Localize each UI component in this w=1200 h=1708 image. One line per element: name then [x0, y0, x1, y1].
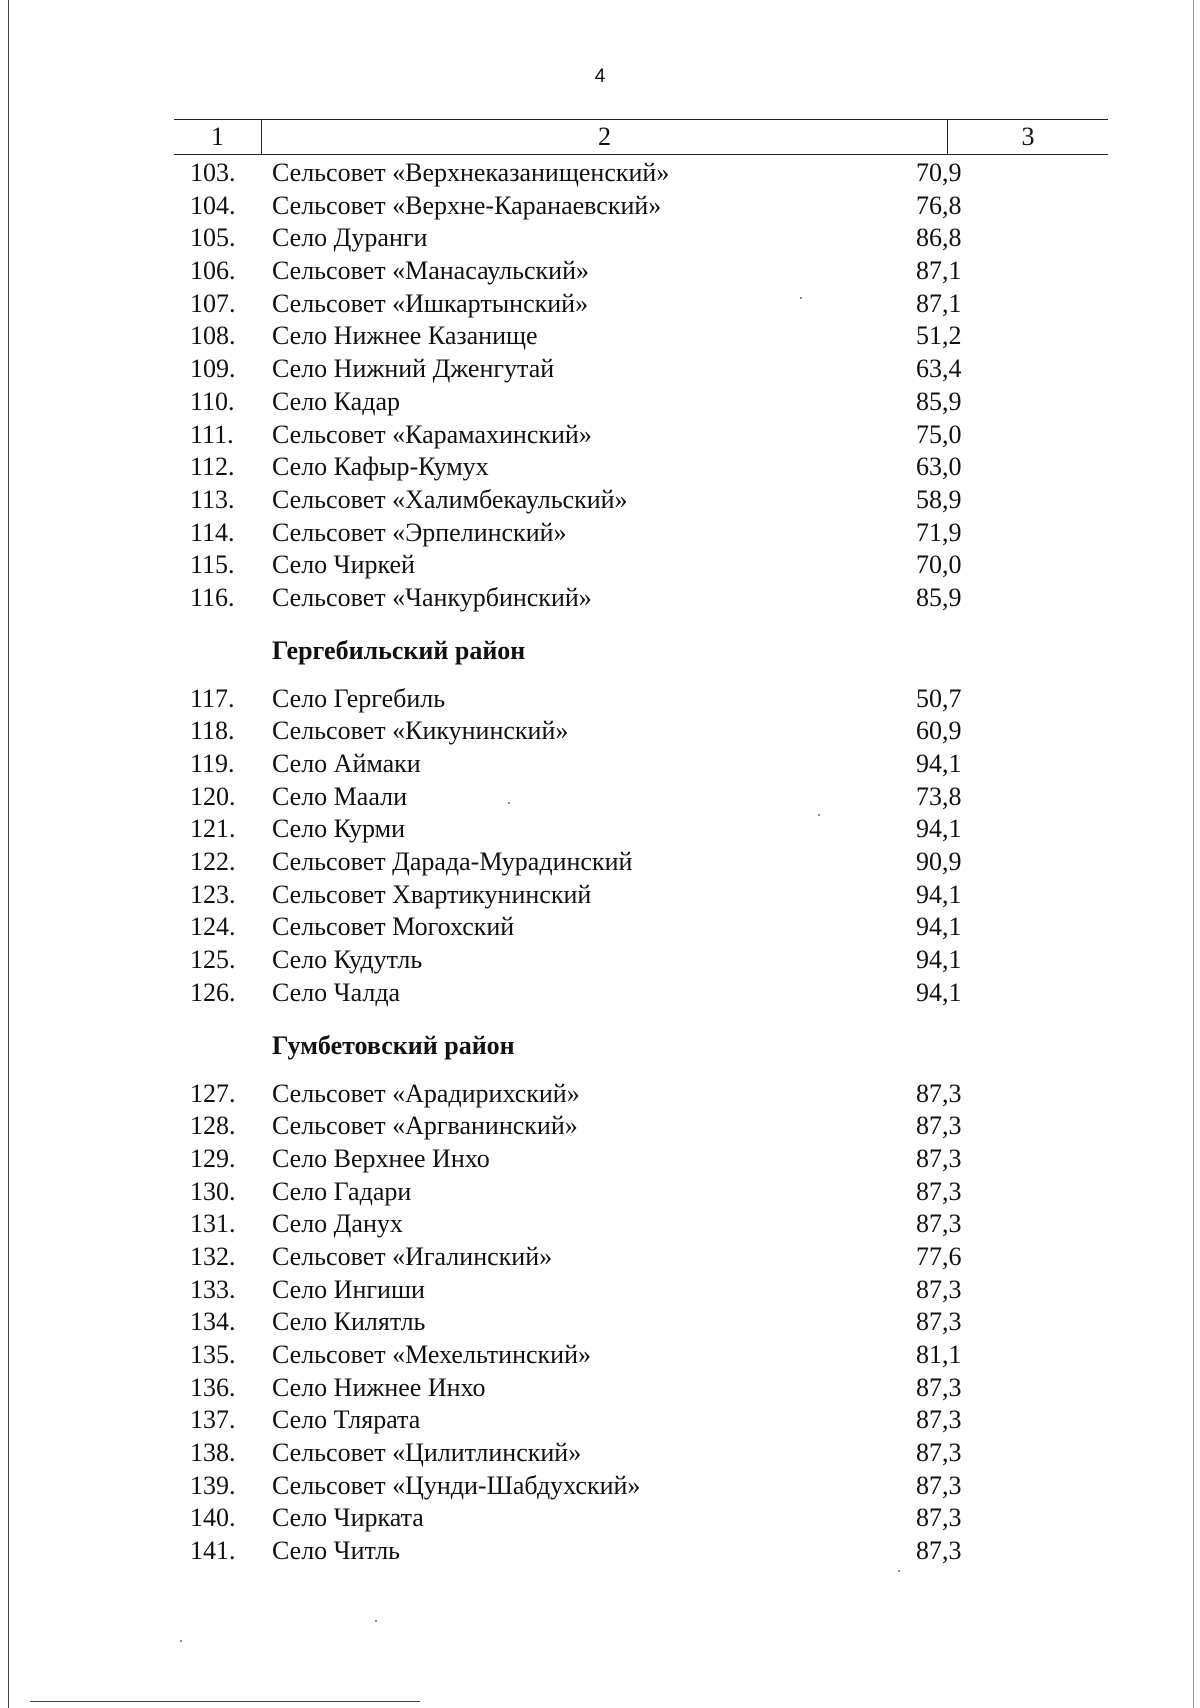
row-value: 87,3 — [916, 1274, 962, 1304]
row-value: 90,9 — [916, 847, 962, 877]
table-row — [0, 1241, 1200, 1274]
row-value: 87,3 — [916, 1536, 962, 1566]
table-row — [0, 517, 1200, 550]
column-header-1: 1 — [174, 120, 262, 154]
table-row — [0, 1372, 1200, 1405]
row-number: 116. — [190, 582, 235, 612]
row-number: 118. — [190, 716, 235, 746]
row-value: 87,3 — [916, 1372, 962, 1402]
row-name: Сельсовет Могохский — [272, 912, 515, 942]
row-value: 94,1 — [916, 749, 962, 778]
row-number: 112. — [190, 452, 235, 482]
row-name: Село Аймаки — [272, 749, 421, 778]
table-header — [174, 119, 1108, 155]
row-value: 87,3 — [916, 1307, 962, 1337]
row-number: 121. — [190, 814, 236, 844]
section-spacer — [0, 615, 1200, 633]
table-row — [0, 157, 1200, 190]
table-row — [0, 1274, 1200, 1307]
table-row — [0, 748, 1200, 781]
table-row — [0, 879, 1200, 912]
row-number: 126. — [190, 977, 236, 1007]
table-body — [0, 157, 1200, 1568]
row-number: 109. — [190, 354, 236, 384]
row-value: 81,1 — [916, 1340, 962, 1369]
row-number: 134. — [190, 1307, 236, 1337]
row-name: Село Килятль — [272, 1307, 426, 1337]
row-value: 94,1 — [916, 814, 962, 844]
table-row — [0, 1470, 1200, 1503]
section-spacer — [0, 1010, 1200, 1028]
row-number: 110. — [190, 386, 235, 416]
row-number: 125. — [190, 945, 236, 975]
row-name: Сельсовет «Чанкурбинский» — [272, 582, 592, 612]
row-name: Сельсовет «Кикунинский» — [272, 716, 569, 746]
table-row — [0, 813, 1200, 846]
table-row — [0, 1110, 1200, 1143]
table-row — [0, 1339, 1200, 1372]
row-number: 129. — [190, 1143, 236, 1173]
row-name: Село Нижнее Казанище — [272, 321, 538, 351]
table-row — [0, 484, 1200, 517]
row-number: 130. — [190, 1176, 236, 1206]
row-value: 87,3 — [916, 1111, 962, 1141]
column-header-2: 2 — [262, 120, 948, 154]
row-name: Село Данух — [272, 1209, 403, 1239]
table-row — [0, 419, 1200, 452]
table-row — [0, 781, 1200, 814]
table-row — [0, 944, 1200, 977]
table-row — [0, 1176, 1200, 1209]
row-name: Село Курми — [272, 814, 406, 844]
row-value: 77,6 — [916, 1241, 962, 1271]
table-row — [0, 582, 1200, 615]
row-number: 117. — [190, 683, 235, 713]
row-name: Сельсовет «Верхнеказанищенский» — [272, 158, 670, 187]
section-heading: Гергебильский район — [272, 635, 526, 665]
row-number: 127. — [190, 1078, 236, 1108]
row-number: 123. — [190, 879, 236, 909]
row-name: Сельсовет «Аргванинский» — [272, 1111, 578, 1141]
table-row — [0, 1404, 1200, 1437]
row-number: 140. — [190, 1503, 236, 1533]
row-number: 105. — [190, 223, 236, 253]
page-number: 4 — [594, 66, 606, 87]
row-number: 107. — [190, 288, 236, 318]
row-number: 133. — [190, 1274, 236, 1304]
row-value: 87,3 — [916, 1438, 962, 1468]
table-row — [0, 1502, 1200, 1535]
row-number: 120. — [190, 781, 236, 811]
table-row — [0, 255, 1200, 288]
row-value: 87,3 — [916, 1470, 962, 1500]
scan-edge-bottom — [30, 1701, 420, 1702]
scan-speck — [375, 1620, 377, 1622]
table-row — [0, 288, 1200, 321]
scan-speck — [180, 1640, 182, 1642]
row-name: Сельсовет «Карамахинский» — [272, 419, 592, 449]
row-name: Сельсовет «Арадирихский» — [272, 1078, 580, 1108]
row-name: Село Кафыр-Кумух — [272, 452, 489, 482]
table-row — [0, 911, 1200, 944]
row-number: 119. — [190, 749, 235, 778]
row-value: 51,2 — [916, 321, 962, 351]
row-number: 113. — [190, 484, 235, 514]
row-name: Село Верхнее Инхо — [272, 1143, 490, 1173]
table-row — [0, 386, 1200, 419]
row-value: 87,3 — [916, 1143, 962, 1173]
row-value: 70,0 — [916, 550, 962, 580]
row-name: Сельсовет Хвартикунинский — [272, 879, 592, 909]
row-value: 76,8 — [916, 190, 962, 220]
table-row — [0, 451, 1200, 484]
table-row — [0, 1143, 1200, 1176]
row-number: 131. — [190, 1209, 236, 1239]
row-value: 86,8 — [916, 223, 962, 253]
row-value: 87,3 — [916, 1503, 962, 1533]
table-row — [0, 353, 1200, 386]
row-name: Село Чирката — [272, 1503, 424, 1533]
row-number: 103. — [190, 158, 236, 187]
row-name: Сельсовет Дарада-Мурадинский — [272, 847, 633, 877]
row-value: 87,1 — [916, 288, 962, 318]
table-row — [0, 1078, 1200, 1111]
row-name: Сельсовет «Ишкартынский» — [272, 288, 589, 318]
row-name: Село Читль — [272, 1536, 401, 1566]
row-name: Село Чиркей — [272, 550, 415, 580]
row-value: 87,3 — [916, 1209, 962, 1239]
row-name: Село Маали — [272, 781, 407, 811]
table-row — [0, 715, 1200, 748]
section-spacer — [0, 1064, 1200, 1078]
row-value: 85,9 — [916, 386, 962, 416]
row-value: 50,7 — [916, 683, 962, 713]
table-row — [0, 190, 1200, 223]
table-row — [0, 1437, 1200, 1470]
row-name: Село Кадар — [272, 386, 400, 416]
row-value: 94,1 — [916, 912, 962, 942]
row-number: 108. — [190, 321, 236, 351]
row-name: Село Ингиши — [272, 1274, 425, 1304]
section-spacer — [0, 669, 1200, 683]
row-name: Село Нижнее Инхо — [272, 1372, 486, 1402]
table-row — [0, 549, 1200, 582]
row-value: 63,4 — [916, 354, 962, 384]
table-row — [0, 1535, 1200, 1568]
row-number: 104. — [190, 190, 236, 220]
row-name: Сельсовет «Цилитлинский» — [272, 1438, 582, 1468]
row-name: Село Дуранги — [272, 223, 428, 253]
row-name: Сельсовет «Манасаульский» — [272, 256, 589, 286]
row-value: 85,9 — [916, 582, 962, 612]
row-value: 94,1 — [916, 879, 962, 909]
row-name: Село Нижний Дженгутай — [272, 354, 555, 384]
row-value: 87,3 — [916, 1405, 962, 1435]
row-name: Село Кудутль — [272, 945, 423, 975]
row-value: 71,9 — [916, 517, 962, 547]
row-number: 138. — [190, 1438, 236, 1468]
table-row — [0, 846, 1200, 879]
row-value: 75,0 — [916, 419, 962, 449]
row-value: 87,3 — [916, 1176, 962, 1206]
row-name: Сельсовет «Мехельтинский» — [272, 1340, 591, 1369]
row-number: 115. — [190, 550, 235, 580]
scan-speck — [898, 1570, 900, 1572]
row-value: 94,1 — [916, 945, 962, 975]
row-value: 94,1 — [916, 977, 962, 1007]
row-value: 60,9 — [916, 716, 962, 746]
table-row — [0, 683, 1200, 716]
section-heading: Гумбетовский район — [272, 1030, 515, 1060]
row-name: Сельсовет «Игалинский» — [272, 1241, 553, 1271]
table-row — [0, 977, 1200, 1010]
row-value: 70,9 — [916, 158, 962, 187]
row-number: 141. — [190, 1536, 236, 1566]
row-value: 63,0 — [916, 452, 962, 482]
row-number: 139. — [190, 1470, 236, 1500]
row-name: Село Гадари — [272, 1176, 412, 1206]
row-number: 124. — [190, 912, 236, 942]
row-name: Сельсовет «Цунди-Шабдухский» — [272, 1470, 641, 1500]
row-number: 122. — [190, 847, 236, 877]
table-row — [0, 1208, 1200, 1241]
table-row — [0, 222, 1200, 255]
row-name: Село Гергебиль — [272, 683, 446, 713]
row-number: 106. — [190, 256, 236, 286]
row-name: Село Тлярата — [272, 1405, 421, 1435]
row-number: 136. — [190, 1372, 236, 1402]
row-number: 128. — [190, 1111, 236, 1141]
row-number: 132. — [190, 1241, 236, 1271]
row-value: 87,1 — [916, 256, 962, 286]
row-number: 114. — [190, 517, 235, 547]
table-row — [0, 1306, 1200, 1339]
row-value: 73,8 — [916, 781, 962, 811]
row-number: 135. — [190, 1340, 236, 1369]
row-name: Сельсовет «Эрпелинский» — [272, 517, 567, 547]
row-number: 137. — [190, 1405, 236, 1435]
row-name: Село Чалда — [272, 977, 401, 1007]
row-name: Сельсовет «Халимбекаульский» — [272, 484, 628, 514]
row-number: 111. — [190, 419, 234, 449]
row-value: 58,9 — [916, 484, 962, 514]
table-row — [0, 320, 1200, 353]
column-header-3: 3 — [1021, 122, 1035, 151]
row-name: Сельсовет «Верхне-Каранаевский» — [272, 190, 662, 220]
row-value: 87,3 — [916, 1078, 962, 1108]
